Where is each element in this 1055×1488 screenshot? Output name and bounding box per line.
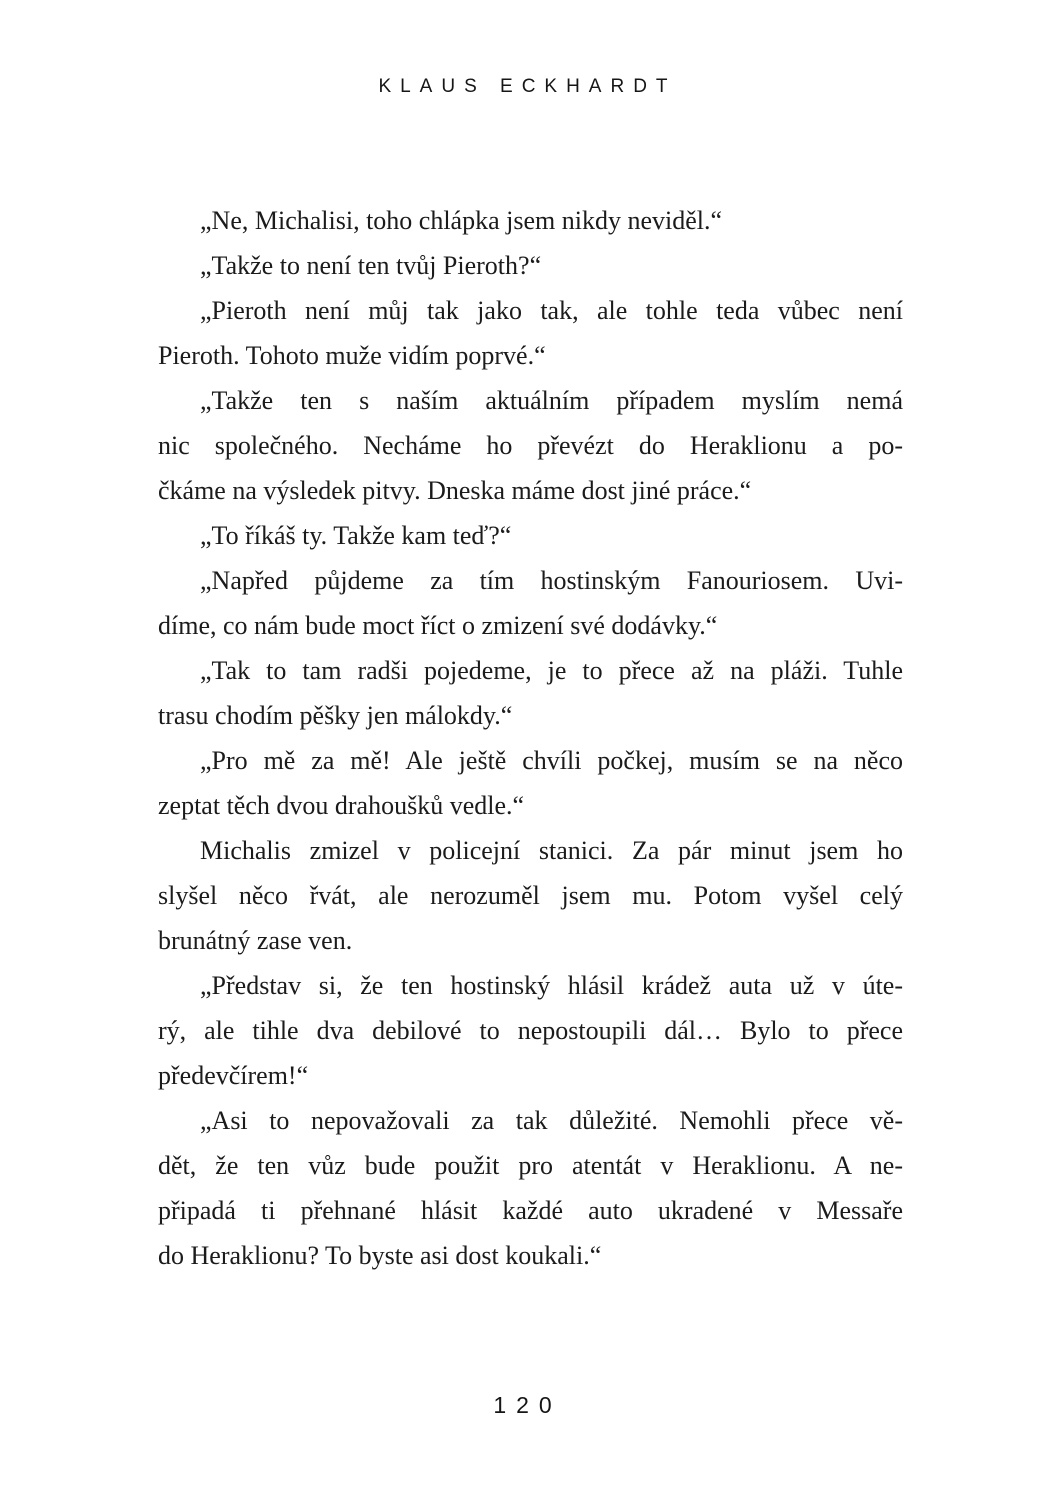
text-line: „Asi to nepovažovali za tak důležité. Nemohli přece vě- <box>200 1106 903 1135</box>
text-line: „To říkáš ty. Takže kam teď?“ <box>200 521 512 550</box>
text-line: nic společného. Necháme ho převézt do Heraklionu a po- <box>158 431 903 460</box>
text-line: připadá ti přehnané hlásit každé auto ukradené v Messaře <box>158 1196 903 1225</box>
text-line: Michalis zmizel v policejní stanici. Za pár minut jsem ho <box>200 836 903 865</box>
running-header: KLAUS ECKHARDT <box>378 76 677 97</box>
text-line: zeptat těch dvou drahoušků vedle.“ <box>158 791 525 820</box>
paragraph <box>158 198 903 243</box>
text-line: dět, že ten vůz bude použit pro atentát v Heraklionu. A ne- <box>158 1151 903 1180</box>
text-line: čkáme na výsledek pitvy. Dneska máme dost jiné práce.“ <box>158 476 752 505</box>
text-line: „Pieroth není můj tak jako tak, ale tohle teda vůbec není <box>200 296 903 325</box>
paragraph <box>158 648 903 738</box>
paragraph <box>158 558 903 648</box>
paragraph <box>158 243 903 288</box>
paragraph <box>158 1098 903 1278</box>
text-line: „Takže ten s naším aktuálním případem myslím nemá <box>200 386 903 415</box>
text-line: „Pro mě za mě! Ale ještě chvíli počkej, musím se na něco <box>200 746 903 775</box>
paragraph <box>158 828 903 963</box>
text-line: „Ne, Michalisi, toho chlápka jsem nikdy neviděl.“ <box>200 206 723 235</box>
text-line: brunátný zase ven. <box>158 926 353 955</box>
text-line: trasu chodím pěšky jen málokdy.“ <box>158 701 513 730</box>
paragraph <box>158 513 903 558</box>
text-line: předevčírem!“ <box>158 1061 309 1090</box>
paragraph <box>158 963 903 1098</box>
text-line: Pieroth. Tohoto muže vidím poprvé.“ <box>158 341 546 370</box>
text-block <box>158 198 903 1278</box>
text-line: „Napřed půjdeme za tím hostinským Fanouriosem. Uvi- <box>200 566 903 595</box>
text-line: díme, co nám bude moct říct o zmizení své dodávky.“ <box>158 611 718 640</box>
text-line: slyšel něco řvát, ale nerozuměl jsem mu. Potom vyšel celý <box>158 881 903 910</box>
paragraph <box>158 738 903 828</box>
paragraph <box>158 378 903 513</box>
text-line: rý, ale tihle dva debilové to nepostoupili dál… Bylo to přece <box>158 1016 903 1045</box>
text-line: „Představ si, že ten hostinský hlásil krádež auta už v úte- <box>200 971 903 1000</box>
text-line: „Takže to není ten tvůj Pieroth?“ <box>200 251 542 280</box>
text-line: „Tak to tam radši pojedeme, je to přece až na pláži. Tuhle <box>200 656 903 685</box>
paragraph <box>158 288 903 378</box>
text-line: do Heraklionu? To byste asi dost koukali.“ <box>158 1241 602 1270</box>
page-number: 120 <box>493 1392 562 1418</box>
